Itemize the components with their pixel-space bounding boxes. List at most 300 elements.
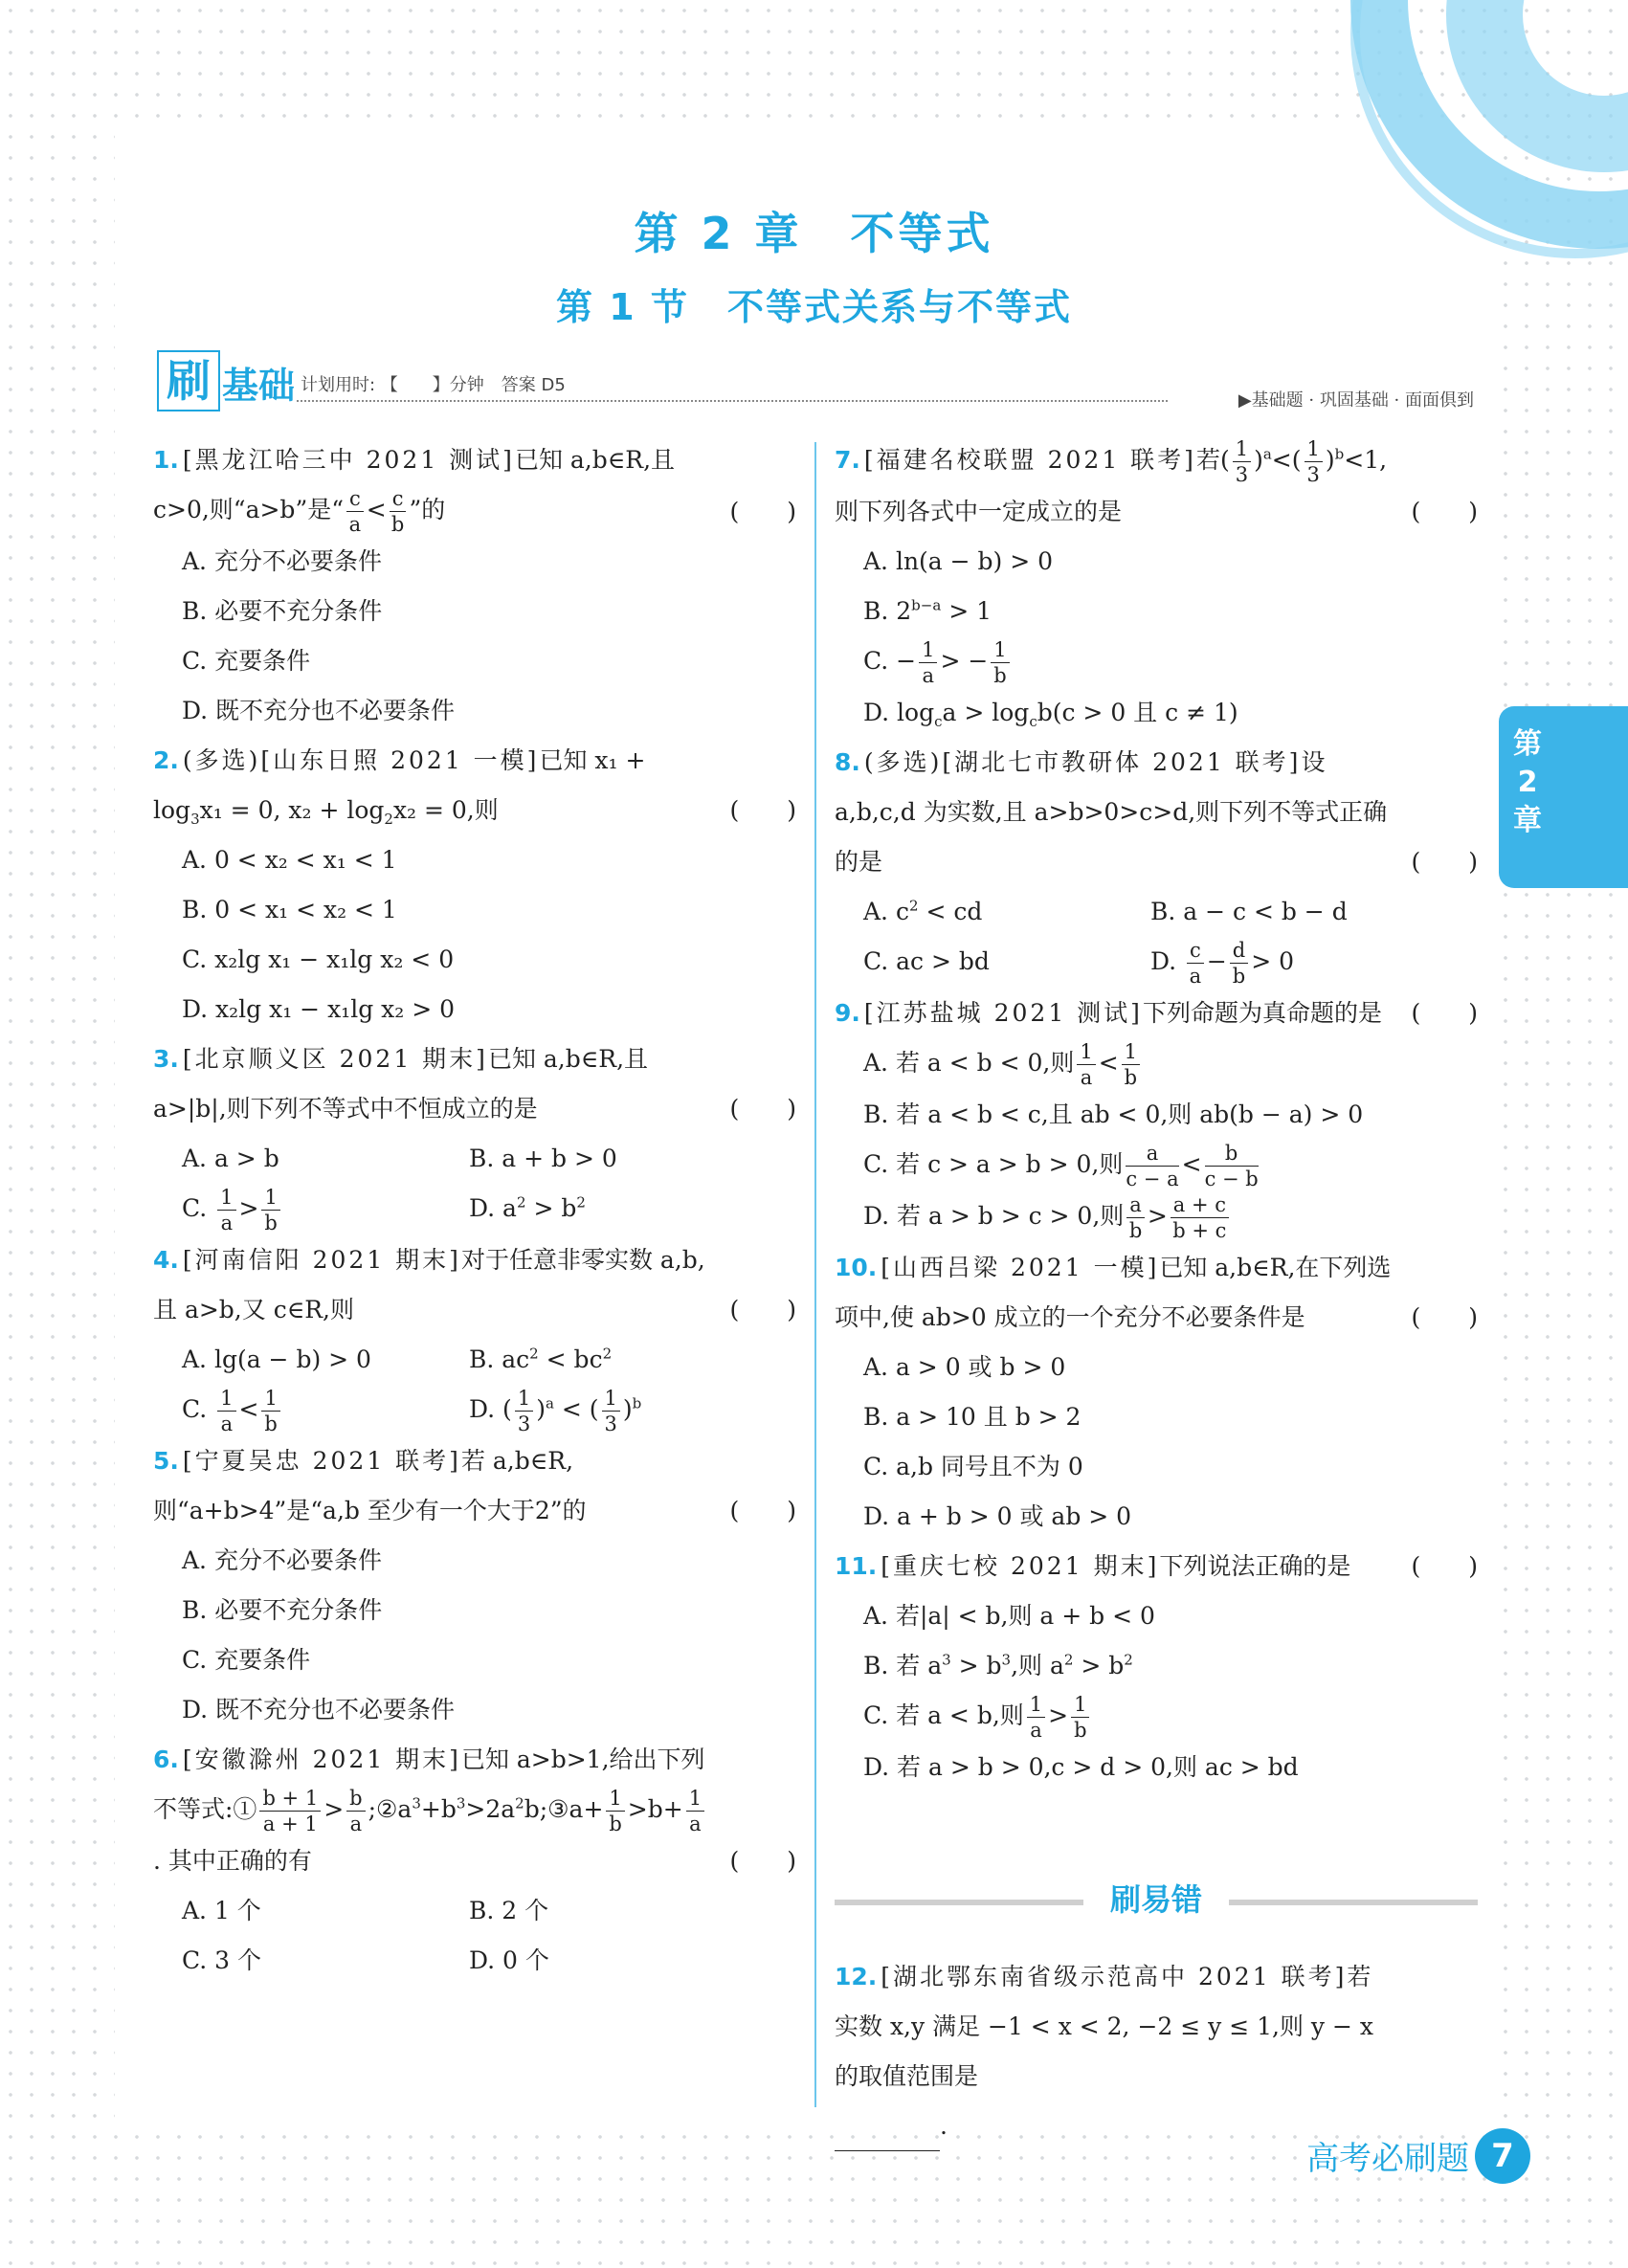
- fraction: [515, 1386, 533, 1436]
- numerator: 1: [515, 1386, 533, 1412]
- math-text: 若 a,b∈R,则“a+b>4”是“a,b 至少有一个大于2”的: [153, 1447, 587, 1524]
- math-text: 若(: [1195, 446, 1230, 474]
- option[interactable]: [182, 1385, 469, 1436]
- section-rule-left: [835, 1900, 1083, 1905]
- fraction: [991, 637, 1009, 688]
- math-text: A. ln(a − b) > 0: [863, 547, 1054, 575]
- question-number: 8.: [835, 748, 860, 776]
- question-stem: [835, 1542, 1478, 1591]
- question-source: (多选)[山东日照 2021 一模]: [182, 746, 540, 774]
- math-text: ): [1254, 446, 1263, 474]
- option[interactable]: [182, 1335, 469, 1385]
- question-source: [宁夏吴忠 2021 联考]: [182, 1447, 461, 1475]
- math-text: A. a > b: [182, 1145, 279, 1172]
- option[interactable]: [469, 1134, 756, 1184]
- tab-char: 章: [1513, 804, 1542, 837]
- math-text: >b+: [627, 1795, 683, 1823]
- question: [835, 989, 1478, 1243]
- question: [835, 1952, 1478, 2151]
- numerator: 1: [919, 637, 937, 663]
- option[interactable]: [1150, 887, 1438, 937]
- question-number: 7.: [835, 446, 860, 474]
- superscript: 3: [456, 1794, 466, 1812]
- fraction: [217, 1386, 235, 1436]
- options: [153, 1886, 796, 1986]
- math-text: > −: [940, 647, 989, 675]
- superscript: 2: [529, 1345, 539, 1363]
- superscript: 2: [1063, 1651, 1074, 1669]
- shua-logo: 刷: [157, 350, 220, 411]
- option[interactable]: [1150, 937, 1438, 989]
- option[interactable]: [182, 1936, 469, 1986]
- math-text: > 1: [941, 597, 992, 625]
- math-text: x₂ = 0,则: [392, 796, 499, 824]
- option[interactable]: [863, 1442, 1478, 1492]
- superscript: b: [632, 1394, 642, 1412]
- option[interactable]: [182, 885, 796, 935]
- question-stem: [835, 738, 1478, 887]
- subscript: c: [934, 713, 943, 730]
- question-number: 3.: [153, 1045, 179, 1073]
- math-text: C. 充要条件: [182, 1646, 311, 1674]
- denominator: b: [390, 513, 405, 536]
- left-column: [153, 435, 796, 1986]
- option[interactable]: [182, 1586, 796, 1635]
- math-text: C. x₂lg x₁ − x₁lg x₂ < 0: [182, 945, 455, 973]
- answer-parentheses: ( ): [729, 796, 796, 824]
- numerator: c: [1187, 938, 1204, 964]
- math-text: D.: [1150, 947, 1185, 975]
- math-text: D. 既不充分也不必要条件: [182, 1696, 456, 1723]
- question-stem: [153, 1735, 796, 1886]
- section-title: 第 1 节 不等式关系与不等式: [556, 286, 1072, 328]
- math-text: >: [323, 1795, 345, 1823]
- superscript: 2: [1124, 1651, 1133, 1669]
- superscript: 2: [516, 1193, 526, 1212]
- question-stem: [153, 1235, 796, 1335]
- numerator: b: [346, 1786, 365, 1812]
- practice-header: [153, 346, 1474, 413]
- math-text: > b: [950, 1652, 1002, 1679]
- section-label: 刷易错: [1109, 1881, 1202, 1918]
- math-text: > 0: [1251, 947, 1295, 975]
- denominator: 3: [1235, 463, 1249, 486]
- options: [153, 1536, 796, 1735]
- question-stem: [835, 1952, 1478, 2151]
- math-text: b;③a+: [524, 1795, 604, 1823]
- question: [153, 1235, 796, 1436]
- option[interactable]: [863, 887, 1150, 937]
- denominator: a: [689, 1812, 702, 1835]
- math-text: A. 0 < x₂ < x₁ < 1: [182, 846, 397, 874]
- math-text: ): [1325, 446, 1335, 474]
- fraction: [686, 1786, 704, 1836]
- math-text: <(: [1271, 446, 1302, 474]
- math-text: 若实数 x,y 满足 −1 < x < 2, −2 ≤ y ≤ 1,则 y − x 的取值范围是: [835, 1963, 1373, 2090]
- question: [835, 1243, 1478, 1542]
- math-text: D. log: [863, 699, 935, 726]
- superscript: 2: [908, 897, 919, 915]
- math-text: C. 若 c > a > b > 0,则: [863, 1150, 1124, 1178]
- option[interactable]: [863, 636, 1478, 688]
- answer-parentheses: ( ): [729, 1847, 796, 1875]
- question: [153, 435, 796, 736]
- denominator: b: [264, 1212, 278, 1234]
- question-source: [山西吕梁 2021 一模]: [881, 1254, 1160, 1281]
- superscript: 3: [1001, 1651, 1012, 1669]
- plan-time: 计划用时: 【 】分钟 答案 D5: [301, 375, 566, 395]
- math-text: C.: [182, 1395, 215, 1423]
- right-column: [835, 435, 1478, 1792]
- options: [835, 1343, 1478, 1542]
- numerator: 1: [1077, 1039, 1095, 1065]
- denominator: a: [1030, 1719, 1042, 1742]
- option[interactable]: [863, 587, 1478, 636]
- options: [835, 537, 1478, 738]
- math-text: B. a − c < b − d: [1150, 898, 1348, 925]
- options: [835, 1591, 1478, 1792]
- numerator: a: [1126, 1192, 1145, 1218]
- superscript: b: [1334, 445, 1345, 463]
- question-number: 10.: [835, 1254, 878, 1281]
- math-text: 已知 x₁ + log: [153, 746, 646, 824]
- question-source: [重庆七校 2021 期末]: [881, 1552, 1160, 1580]
- option[interactable]: [182, 587, 796, 636]
- question-number: 6.: [153, 1745, 179, 1773]
- denominator: a: [220, 1212, 234, 1234]
- superscript: 2: [602, 1345, 613, 1363]
- option[interactable]: [182, 985, 796, 1034]
- numerator: 1: [1122, 1039, 1140, 1065]
- math-text: A. a > 0 或 b > 0: [863, 1353, 1066, 1381]
- numerator: 1: [991, 637, 1009, 663]
- option[interactable]: [182, 1184, 469, 1235]
- numerator: 1: [1305, 436, 1323, 462]
- subscript: 2: [384, 811, 393, 828]
- denominator: b: [1232, 965, 1246, 988]
- denominator: a + 1: [262, 1812, 318, 1835]
- question-source: [安徽滁州 2021 期末]: [182, 1745, 461, 1773]
- tab-char: 2: [1517, 766, 1538, 799]
- question: [153, 1436, 796, 1735]
- numerator: 1: [606, 1786, 624, 1812]
- fraction: [602, 1386, 620, 1436]
- option[interactable]: [863, 1140, 1478, 1191]
- superscript: 3: [412, 1794, 421, 1812]
- subscript: c: [1029, 713, 1037, 730]
- math-text: C. 3 个: [182, 1946, 261, 1974]
- chapter-tab[interactable]: [1499, 706, 1628, 888]
- math-text: A. 充分不必要条件: [182, 1546, 382, 1574]
- slogan: ▶基础题 · 巩固基础 · 面面俱到: [1238, 390, 1474, 411]
- answer-parentheses: ( ): [729, 1095, 796, 1123]
- section-error-prone: [835, 1876, 1478, 1933]
- numerator: 1: [602, 1386, 620, 1412]
- superscript: 3: [942, 1651, 951, 1669]
- math-text: <: [366, 496, 387, 523]
- question-stem: [153, 1034, 796, 1134]
- option[interactable]: [863, 1641, 1478, 1691]
- math-text: 下列命题为真命题的是: [1142, 999, 1382, 1027]
- math-text: ;②a: [368, 1795, 413, 1823]
- fraction: [390, 486, 407, 537]
- denominator: b + c: [1172, 1219, 1227, 1242]
- option[interactable]: [863, 1591, 1478, 1641]
- denominator: c − b: [1204, 1167, 1259, 1190]
- option[interactable]: [863, 1343, 1478, 1392]
- math-text: D. x₂lg x₁ − x₁lg x₂ > 0: [182, 995, 456, 1023]
- math-text: C. −: [863, 647, 917, 675]
- question: [835, 1542, 1478, 1792]
- fraction: [1187, 938, 1204, 989]
- denominator: c − a: [1126, 1167, 1179, 1190]
- math-text: A. 1 个: [182, 1897, 261, 1924]
- option[interactable]: [182, 1685, 796, 1735]
- options: [835, 1038, 1478, 1243]
- question-number: 1.: [153, 446, 179, 474]
- options: [153, 537, 796, 736]
- question-stem: [153, 435, 796, 537]
- answer-parentheses: ( ): [1411, 999, 1478, 1027]
- math-text: . 其中正确的有: [153, 1847, 312, 1875]
- denominator: 3: [517, 1412, 531, 1435]
- fraction: [1305, 436, 1323, 487]
- numerator: 1: [217, 1185, 235, 1211]
- math-text: C. 若 a < b,则: [863, 1701, 1024, 1729]
- option[interactable]: [182, 935, 796, 985]
- math-text: a > log: [942, 699, 1030, 726]
- option[interactable]: [863, 1743, 1478, 1792]
- fraction: [259, 1786, 321, 1836]
- numerator: 1: [686, 1786, 704, 1812]
- math-text: B. 0 < x₁ < x₂ < 1: [182, 896, 397, 923]
- fraction: [1233, 436, 1251, 487]
- math-text: B. ac: [469, 1345, 530, 1373]
- option[interactable]: [469, 1886, 756, 1936]
- fraction: [261, 1386, 279, 1436]
- question: [835, 738, 1478, 989]
- option[interactable]: [863, 1392, 1478, 1442]
- basics-label: 基础: [222, 364, 296, 407]
- superscript: a: [1262, 445, 1272, 463]
- numerator: 1: [1027, 1692, 1045, 1718]
- denominator: a: [1189, 965, 1202, 988]
- option[interactable]: [863, 1038, 1478, 1090]
- column-divider: [814, 442, 816, 2107]
- period: .: [940, 2112, 948, 2140]
- math-text: < bc: [538, 1345, 603, 1373]
- denominator: b: [1124, 1066, 1138, 1089]
- option[interactable]: [863, 1191, 1478, 1243]
- question-number: 5.: [153, 1447, 179, 1475]
- denominator: a: [1080, 1066, 1093, 1089]
- math-text: A. c: [863, 898, 909, 925]
- math-text: B. 若 a < b < c,且 ab < 0,则 ab(b − a) > 0: [863, 1101, 1364, 1128]
- numerator: 1: [261, 1185, 279, 1211]
- question-number: 2.: [153, 746, 179, 774]
- math-text: >2a: [465, 1795, 516, 1823]
- question-number: 9.: [835, 999, 860, 1027]
- fraction: [1171, 1192, 1229, 1243]
- option[interactable]: [469, 1385, 756, 1436]
- book-title: 高考必刷题: [1306, 2140, 1469, 2178]
- math-text: 已知 a,b∈R,且 c>0,则“a>b”是“: [153, 446, 676, 523]
- numerator: 1: [1071, 1692, 1089, 1718]
- question-number: 4.: [153, 1246, 179, 1274]
- option[interactable]: [469, 1184, 756, 1235]
- numerator: b: [1205, 1141, 1259, 1167]
- question-source: [福建名校联盟 2021 联考]: [863, 446, 1196, 474]
- fraction: [1126, 1141, 1178, 1191]
- numerator: a + c: [1171, 1192, 1229, 1218]
- answer-parentheses: ( ): [729, 1497, 796, 1524]
- fraction: [1205, 1141, 1259, 1191]
- options: [153, 1134, 796, 1235]
- option[interactable]: [182, 835, 796, 885]
- question-12: [835, 1952, 1478, 2151]
- fraction: [1230, 938, 1248, 989]
- math-text: D. a + b > 0 或 ab > 0: [863, 1502, 1132, 1530]
- denominator: a: [922, 664, 935, 687]
- math-text: D. 0 个: [469, 1946, 549, 1974]
- math-text: < (: [553, 1395, 599, 1423]
- option[interactable]: [469, 1335, 756, 1385]
- math-text: D. 若 a > b > 0,c > d > 0,则 ac > bd: [863, 1753, 1299, 1781]
- option[interactable]: [863, 1492, 1478, 1542]
- superscript: b−a: [911, 596, 942, 614]
- fraction: [1126, 1192, 1145, 1243]
- math-text: B. 必要不充分条件: [182, 1596, 383, 1624]
- fraction: [1071, 1692, 1089, 1743]
- numerator: 1: [217, 1386, 235, 1412]
- math-text: A. 若 a < b < 0,则: [863, 1049, 1075, 1077]
- math-text: > b: [525, 1194, 577, 1222]
- question: [153, 1735, 796, 1986]
- option[interactable]: [863, 537, 1478, 587]
- math-text: A. 若|a| < b,则 a + b < 0: [863, 1602, 1155, 1630]
- question-source: (多选)[湖北七市教研体 2021 联考]: [863, 748, 1302, 776]
- question-stem: [835, 1243, 1478, 1343]
- math-text: >: [1048, 1701, 1069, 1729]
- numerator: b + 1: [259, 1786, 321, 1812]
- math-text: <: [1181, 1150, 1202, 1178]
- superscript: 2: [576, 1193, 586, 1212]
- dotted-divider: [297, 400, 1168, 402]
- answer-parentheses: ( ): [1411, 498, 1478, 525]
- denominator: 3: [604, 1412, 617, 1435]
- math-text: C. 充要条件: [182, 647, 311, 675]
- fraction: [1122, 1039, 1140, 1090]
- denominator: b: [264, 1412, 278, 1435]
- math-text: 已知 a,b∈R,在下列选项中,使 ab>0 成立的一个充分不必要条件是: [835, 1254, 1392, 1331]
- math-text: <: [238, 1395, 259, 1423]
- tab-char: 第: [1513, 727, 1542, 761]
- math-text: ): [536, 1395, 546, 1423]
- option[interactable]: [182, 537, 796, 587]
- numerator: d: [1230, 938, 1248, 964]
- math-text: A. lg(a − b) > 0: [182, 1345, 371, 1373]
- fraction: [606, 1786, 624, 1836]
- option[interactable]: [863, 1691, 1478, 1743]
- fraction: [1027, 1692, 1045, 1743]
- question-number: 12.: [835, 1963, 878, 1990]
- answer-blank: [835, 2123, 940, 2151]
- math-text: B. 2 个: [469, 1897, 549, 1924]
- answer-parentheses: ( ): [729, 498, 796, 525]
- option[interactable]: [863, 1090, 1478, 1140]
- question: [153, 736, 796, 1034]
- question-source: [北京顺义区 2021 期末]: [182, 1045, 488, 1073]
- numerator: c: [346, 486, 364, 512]
- option[interactable]: [863, 937, 1150, 989]
- options: [835, 887, 1478, 989]
- fraction: [346, 486, 364, 537]
- denominator: a: [220, 1412, 234, 1435]
- math-text: <1,则下列各式中一定成立的是: [835, 446, 1388, 525]
- section-rule-right: [1229, 1900, 1478, 1905]
- denominator: 3: [1306, 463, 1320, 486]
- question-stem: [153, 736, 796, 835]
- math-text: C.: [182, 1194, 215, 1222]
- option[interactable]: [469, 1936, 756, 1986]
- math-text: C. ac > bd: [863, 947, 990, 975]
- math-text: B. a > 10 且 b > 2: [863, 1403, 1082, 1431]
- question-stem: [835, 435, 1478, 537]
- numerator: c: [390, 486, 407, 512]
- math-text: D. 既不充分也不必要条件: [182, 697, 456, 724]
- option[interactable]: [182, 1134, 469, 1184]
- denominator: b: [1128, 1219, 1143, 1242]
- math-text: 设 a,b,c,d 为实数,且 a>b>0>c>d,则下列不等式正确的是: [835, 748, 1388, 876]
- math-text: D. 若 a > b > c > 0,则: [863, 1202, 1125, 1230]
- math-text: ): [622, 1395, 633, 1423]
- question-source: [黑龙江哈三中 2021 测试]: [182, 446, 515, 474]
- answer-parentheses: ( ): [1411, 1303, 1478, 1331]
- fraction: [217, 1185, 235, 1235]
- math-text: >: [238, 1194, 259, 1222]
- question-stem: [153, 1436, 796, 1536]
- option[interactable]: [182, 636, 796, 686]
- option[interactable]: [182, 686, 796, 736]
- option[interactable]: [182, 1886, 469, 1936]
- math-text: B. 必要不充分条件: [182, 597, 383, 625]
- math-text: B. 若 a: [863, 1652, 943, 1679]
- math-text: b(c > 0 且 c ≠ 1): [1037, 699, 1238, 726]
- math-text: D. a: [469, 1194, 517, 1222]
- answer-parentheses: ( ): [1411, 848, 1478, 876]
- option[interactable]: [182, 1536, 796, 1586]
- math-text: < cd: [918, 898, 983, 925]
- question-source: [河南信阳 2021 期末]: [182, 1246, 461, 1274]
- denominator: b: [1074, 1719, 1087, 1742]
- option[interactable]: [863, 688, 1478, 738]
- superscript: a: [545, 1394, 554, 1412]
- math-text: B. a + b > 0: [469, 1145, 617, 1172]
- math-text: >: [1147, 1202, 1168, 1230]
- question-number: 11.: [835, 1552, 878, 1580]
- numerator: 1: [1233, 436, 1251, 462]
- question-source: [湖北鄂东南省级示范高中 2021 联考]: [881, 1963, 1348, 1990]
- fraction: [1077, 1039, 1095, 1090]
- denominator: b: [609, 1812, 622, 1835]
- math-text: > b: [1073, 1652, 1125, 1679]
- math-text: x₁ = 0, x₂ + log: [199, 796, 385, 824]
- question: [835, 435, 1478, 738]
- numerator: 1: [261, 1386, 279, 1412]
- option[interactable]: [182, 1635, 796, 1685]
- fraction: [261, 1185, 279, 1235]
- question: [153, 1034, 796, 1235]
